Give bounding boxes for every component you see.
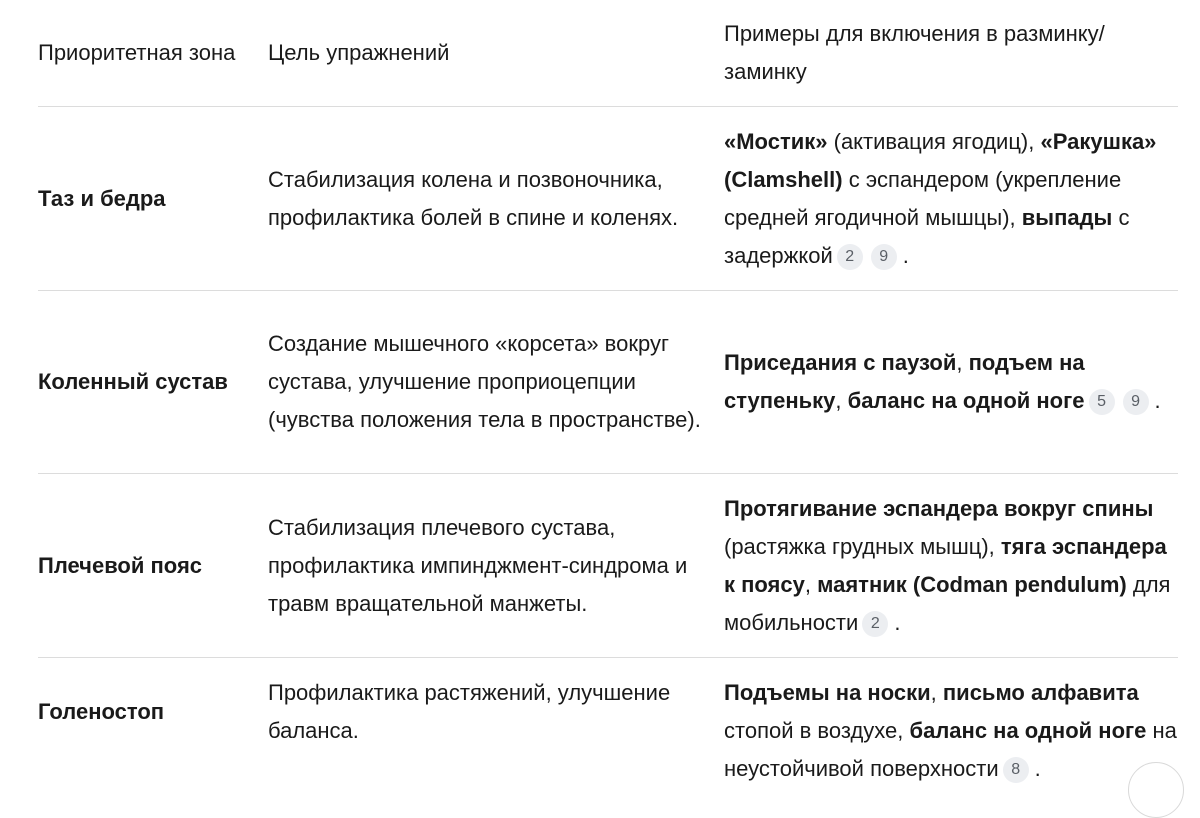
table-row — [38, 291, 1178, 474]
goal-cell: Создание мышечного «корсета» вокруг сустава, улучшение проприоцепции (чувства положения тела в пространстве). — [268, 331, 701, 432]
table-row — [38, 658, 1178, 798]
example-text: , — [930, 680, 943, 705]
examples-cell — [724, 123, 1178, 275]
zone-cell: Таз и бедра — [38, 185, 166, 211]
example-bold: баланс на одной ноге — [909, 718, 1147, 743]
example-bold: подъем на ступеньку — [724, 350, 1085, 413]
goal-cell: Стабилизация плечевого сустава, профилактика импинджмент-синдрома и травм вращательной манжеты. — [268, 514, 688, 616]
example-bold: Подъемы на носки — [724, 680, 931, 705]
example-bold: маятник (Codman pendulum) — [817, 571, 1127, 597]
examples-cell — [724, 490, 1178, 642]
citation-badge[interactable]: 2 — [862, 611, 888, 637]
example-bold: «Ракушка» (Clamshell) — [724, 128, 1157, 192]
example-text: , — [804, 571, 818, 597]
example-bold: баланс на одной ноге — [847, 388, 1085, 413]
example-bold: «Мостик» — [724, 128, 828, 154]
sentence-end: . — [1154, 388, 1161, 413]
example-text: , — [956, 350, 969, 375]
scroll-to-bottom-button[interactable] — [1128, 762, 1184, 818]
examples-cell — [724, 674, 1178, 788]
header-priority-zone: Приоритетная зона — [38, 40, 236, 65]
example-bold: Протягивание эспандера вокруг спины — [724, 495, 1154, 521]
example-text: на неустойчивой поверхности — [724, 718, 1177, 781]
goal-cell: Профилактика растяжений, улучшение баланса. — [268, 680, 671, 743]
example-bold: тяга эспандера к поясу — [724, 533, 1167, 597]
citation-badge[interactable]: 9 — [871, 244, 897, 270]
sentence-end: . — [1034, 756, 1041, 781]
example-text: с задержкой — [724, 204, 1130, 268]
zone-cell: Плечевой пояс — [38, 552, 203, 578]
example-text: (растяжка грудных мышц), — [724, 533, 1001, 559]
table-header-row — [38, 0, 1178, 107]
citation-badge[interactable]: 5 — [1089, 389, 1115, 415]
zone-cell: Голеностоп — [38, 699, 165, 724]
example-bold: выпады — [1021, 204, 1113, 230]
example-text: , — [835, 388, 848, 413]
citation-badge[interactable]: 9 — [1123, 389, 1149, 415]
example-bold: Приседания с паузой — [724, 350, 957, 375]
table-row — [38, 107, 1178, 291]
citation-badge[interactable]: 8 — [1003, 757, 1029, 783]
example-text: с эспандером (укрепление средней ягодичной мышцы), — [724, 166, 1122, 230]
zone-cell: Коленный сустав — [38, 369, 228, 394]
example-text: (активация ягодиц), — [827, 128, 1041, 154]
example-text: для мобильности — [724, 571, 1171, 635]
header-exercise-goal: Цель упражнений — [268, 40, 450, 65]
example-bold: письмо алфавита — [942, 680, 1139, 705]
header-examples: Примеры для включения в разминку/ заминку — [724, 21, 1105, 84]
comparison-table — [38, 0, 1178, 798]
sentence-end: . — [894, 609, 901, 635]
table-row — [38, 474, 1178, 658]
example-text: стопой в воздухе, — [724, 718, 910, 743]
sentence-end: . — [902, 242, 909, 268]
goal-cell: Стабилизация колена и позвоночника, профилактика болей в спине и коленях. — [268, 166, 679, 230]
examples-cell — [724, 344, 1178, 420]
citation-badge[interactable]: 2 — [837, 244, 863, 270]
